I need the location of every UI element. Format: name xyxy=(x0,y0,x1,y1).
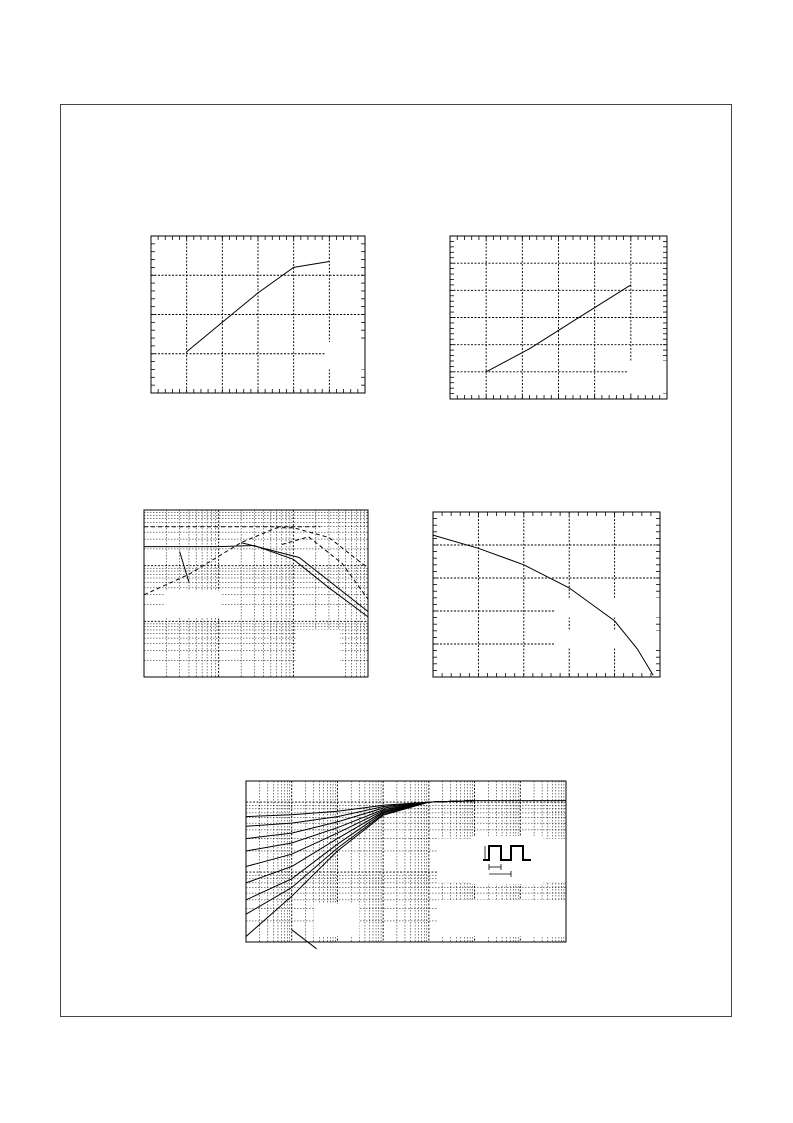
label-box xyxy=(165,591,222,617)
plot-area-frame xyxy=(433,512,660,677)
label-box xyxy=(627,361,667,394)
chart-5 xyxy=(246,781,566,942)
chart-4 xyxy=(433,512,660,677)
series-line-5 xyxy=(180,552,189,583)
label-box xyxy=(296,630,339,677)
chart-1 xyxy=(151,236,365,393)
chart-2 xyxy=(450,236,667,399)
label-box xyxy=(556,598,660,618)
label-box xyxy=(437,900,566,937)
label-box xyxy=(556,631,660,648)
label-box xyxy=(314,904,360,937)
chart-3 xyxy=(144,510,368,677)
label-box xyxy=(326,342,365,369)
